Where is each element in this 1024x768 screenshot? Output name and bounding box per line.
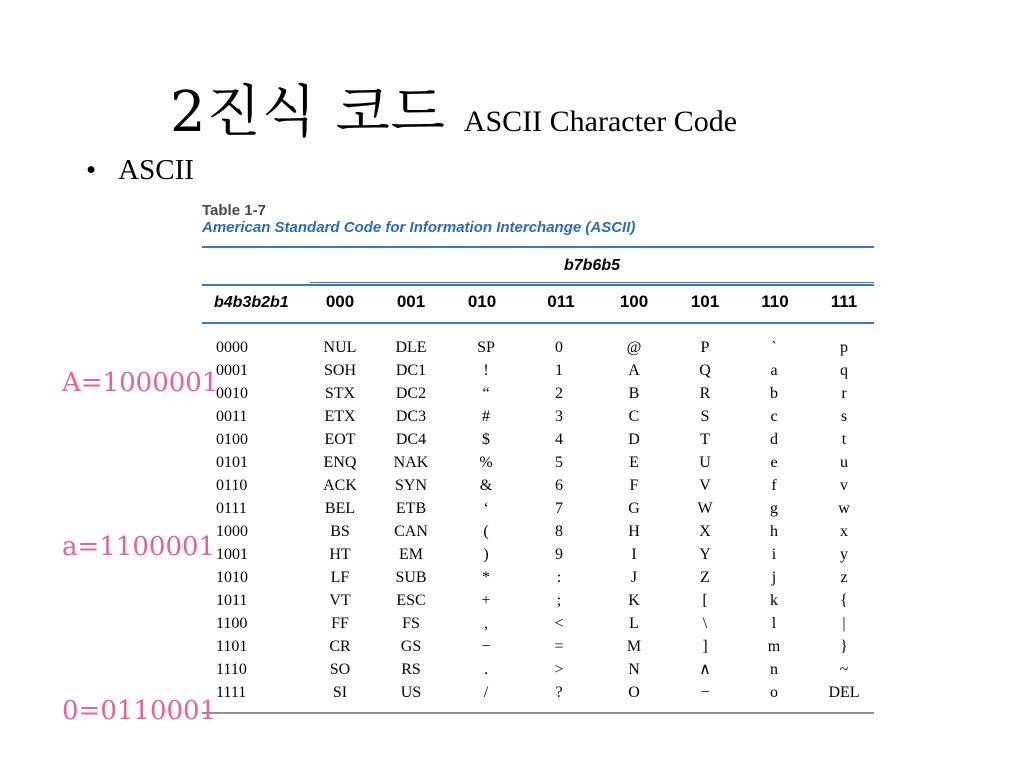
table-cell: p	[840, 339, 848, 356]
table-cell: DC2	[395, 385, 427, 402]
row-code-cell: 1100	[216, 615, 248, 632]
row-code-cell: 1000	[216, 523, 248, 540]
table-cell: FS	[402, 615, 420, 632]
table-cell: R	[699, 385, 711, 402]
table-cell: Y	[699, 546, 711, 563]
table-cell: SYN	[394, 477, 427, 494]
table-row	[202, 660, 874, 683]
table-cell: d	[770, 431, 778, 448]
table-cell: <	[554, 615, 564, 632]
table-cell: ;	[556, 592, 562, 609]
table-row	[202, 453, 874, 476]
table-cell: K	[628, 592, 640, 609]
column-header: 101	[690, 292, 720, 311]
table-cell: NAK	[393, 454, 429, 471]
table-cell: LF	[330, 569, 350, 586]
table-cell: SOH	[323, 362, 356, 379]
table-cell: F	[629, 477, 639, 494]
bullet-text: ASCII	[118, 154, 194, 186]
row-code-cell: 0110	[216, 477, 248, 494]
table-cell: x	[840, 523, 848, 540]
table-cell: v	[840, 477, 848, 494]
column-header: 010	[467, 292, 497, 311]
table-cell: NUL	[323, 339, 357, 356]
table-cell: |	[842, 615, 846, 632]
table-cell: U	[699, 454, 711, 471]
bullet-dot-icon: •	[86, 154, 97, 186]
row-code-cell: 0100	[216, 431, 248, 448]
slide-title-main: 2진식 코드	[170, 80, 446, 145]
table-cell: FF	[331, 615, 349, 632]
table-cell: j	[771, 569, 777, 586]
table-cell: Z	[700, 569, 710, 586]
table-cell: 6	[555, 477, 563, 494]
table-row	[202, 384, 874, 407]
table-cell: 7	[555, 500, 563, 517]
table-cell: %	[479, 454, 493, 471]
table-cell: J	[630, 569, 638, 586]
table-cell: /	[483, 684, 489, 701]
table-cell: 4	[555, 431, 563, 448]
table-cell: t	[841, 431, 847, 448]
table-row	[202, 637, 874, 660]
table-cell: *	[482, 569, 490, 586]
table-bottom-rule	[202, 712, 874, 714]
row-code-cell: 0101	[216, 454, 248, 471]
table-cell: C	[628, 408, 640, 425]
note-lowercase-a: a=1100001	[62, 532, 216, 562]
table-cell: HT	[329, 546, 351, 563]
table-cell: DC3	[395, 408, 427, 425]
column-header: 100	[619, 292, 649, 311]
column-header: 011	[547, 292, 575, 311]
table-cell: }	[840, 638, 848, 655]
table-cell: Q	[699, 362, 711, 379]
row-code-cell: 1010	[216, 569, 248, 586]
table-row	[202, 545, 874, 568]
table-cell: ‘	[483, 500, 489, 517]
table-cell: V	[699, 477, 711, 494]
table-cell: DLE	[395, 339, 427, 356]
table-row	[202, 361, 874, 384]
table-cell: !	[483, 362, 489, 379]
table-cell: >	[554, 661, 564, 678]
table-cell: M	[626, 638, 642, 655]
column-header: 001	[396, 292, 426, 311]
group-label-text: b7b6b5	[563, 257, 620, 274]
table-cell: CR	[329, 638, 351, 655]
row-code-cell: 0001	[216, 362, 248, 379]
table-cell: .	[484, 661, 488, 678]
table-group-header	[202, 246, 874, 286]
table-cell: f	[771, 477, 777, 494]
row-label-text: b4b3b2b1	[214, 294, 289, 311]
table-cell: 8	[555, 523, 563, 540]
table-cell: “	[482, 385, 490, 402]
table-cell: X	[699, 523, 711, 540]
table-cell: )	[483, 546, 489, 563]
table-row	[202, 338, 874, 361]
table-cell: b	[770, 385, 778, 402]
table-cell: 5	[555, 454, 563, 471]
table-cell: O	[628, 684, 640, 701]
ascii-table	[202, 196, 874, 718]
table-cell: ETB	[395, 500, 427, 517]
table-cell: P	[700, 339, 710, 356]
table-row	[202, 407, 874, 430]
column-header: 110	[761, 292, 789, 311]
table-cell: −	[481, 638, 491, 655]
table-cell: n	[770, 661, 778, 678]
table-cell: A	[628, 362, 640, 379]
table-row	[202, 430, 874, 453]
table-cell: :	[556, 569, 562, 586]
table-cell: SI	[332, 684, 348, 701]
table-cell: ∧	[699, 661, 711, 678]
table-cell: ]	[702, 638, 708, 655]
table-cell: DC1	[395, 362, 427, 379]
table-cell: EOT	[324, 431, 356, 448]
table-row	[202, 522, 874, 545]
group-label-b7b6b5	[310, 248, 874, 284]
table-cell: CAN	[394, 523, 428, 540]
table-cell: {	[840, 592, 848, 609]
table-cell: ETX	[324, 408, 356, 425]
table-cell: RS	[401, 661, 421, 678]
table-cell: (	[483, 523, 489, 540]
table-row	[202, 614, 874, 637]
table-cell: \	[702, 615, 708, 632]
table-cell: u	[840, 454, 848, 471]
table-cell: $	[482, 431, 490, 448]
table-cell: a	[770, 362, 778, 379]
table-row	[202, 499, 874, 522]
table-cell: l	[771, 615, 777, 632]
table-cell: `	[771, 339, 777, 356]
table-cell: c	[770, 408, 778, 425]
table-cell: e	[770, 454, 778, 471]
group-header-rule	[310, 282, 874, 283]
table-cell: T	[700, 431, 710, 448]
table-cell: s	[840, 408, 848, 425]
table-cell: BS	[330, 523, 350, 540]
table-cell: GS	[400, 638, 422, 655]
table-cell: 1	[555, 362, 563, 379]
table-cell: SO	[329, 661, 351, 678]
table-cell: H	[628, 523, 640, 540]
table-cell: L	[629, 615, 639, 632]
table-cell: &	[479, 477, 493, 494]
row-code-cell: 1001	[216, 546, 248, 563]
row-code-cell: 0011	[216, 408, 248, 425]
table-cell: g	[770, 500, 778, 517]
table-cell: ACK	[323, 477, 357, 494]
table-cell: m	[767, 638, 781, 655]
table-cell: E	[629, 454, 639, 471]
row-code-cell: 1111	[216, 684, 247, 701]
table-cell: BEL	[324, 500, 356, 517]
table-cell: ,	[484, 615, 488, 632]
table-cell: W	[697, 500, 713, 517]
table-cell: 2	[555, 385, 563, 402]
row-code-cell: 0010	[216, 385, 248, 402]
table-cell: h	[770, 523, 778, 540]
table-row	[202, 683, 874, 706]
table-cell: VT	[329, 592, 351, 609]
table-cell: 0	[555, 339, 563, 356]
table-cell: B	[628, 385, 640, 402]
table-cell: r	[841, 385, 847, 402]
table-cell: D	[628, 431, 640, 448]
table-cell: STX	[324, 385, 356, 402]
table-cell: EM	[399, 546, 423, 563]
table-cell: ~	[839, 661, 849, 678]
table-cell: #	[482, 408, 490, 425]
slide-title-subtitle: ASCII Character Code	[463, 105, 738, 138]
column-header: 111	[830, 292, 858, 311]
table-cell: N	[628, 661, 640, 678]
row-code-cell: 1101	[216, 638, 248, 655]
table-cell: 3	[555, 408, 563, 425]
table-cell: w	[838, 500, 850, 517]
table-row	[202, 476, 874, 499]
slide-title	[170, 68, 737, 148]
row-code-cell: 1110	[216, 661, 247, 678]
table-cell: S	[700, 408, 710, 425]
table-cell: [	[702, 592, 708, 609]
table-cell: ENQ	[323, 454, 357, 471]
table-cell: SUB	[395, 569, 427, 586]
table-cell: q	[840, 362, 848, 379]
table-caption-number: Table 1-7	[202, 202, 266, 219]
table-cell: SP	[477, 339, 495, 356]
table-cell: k	[770, 592, 778, 609]
table-cell: =	[554, 638, 564, 655]
table-cell: i	[771, 546, 777, 563]
row-code-cell: 0111	[216, 500, 247, 517]
row-code-cell: 1011	[216, 592, 248, 609]
table-cell: −	[700, 684, 710, 701]
row-code-cell: 0000	[216, 339, 248, 356]
bullet-item	[86, 154, 194, 187]
table-row	[202, 591, 874, 614]
table-cell: US	[400, 684, 422, 701]
table-cell: y	[840, 546, 848, 563]
table-cell: DEL	[828, 684, 860, 701]
table-cell: ?	[555, 684, 563, 701]
table-caption	[202, 202, 635, 236]
table-caption-title: American Standard Code for Information Interchange (ASCII)	[202, 219, 636, 236]
column-header: 000	[325, 292, 355, 311]
table-cell: I	[631, 546, 637, 563]
table-cell: DC4	[395, 431, 427, 448]
note-uppercase-a: A=1000001	[62, 368, 219, 398]
table-cell: +	[481, 592, 491, 609]
note-digit-zero: 0=0110001	[62, 696, 217, 726]
table-row	[202, 568, 874, 591]
table-cell: o	[770, 684, 778, 701]
table-cell: ESC	[396, 592, 426, 609]
table-cell: z	[840, 569, 848, 586]
table-cell: G	[628, 500, 640, 517]
table-cell: 9	[555, 546, 563, 563]
table-column-header-row	[202, 284, 874, 324]
table-cell: @	[626, 339, 642, 356]
